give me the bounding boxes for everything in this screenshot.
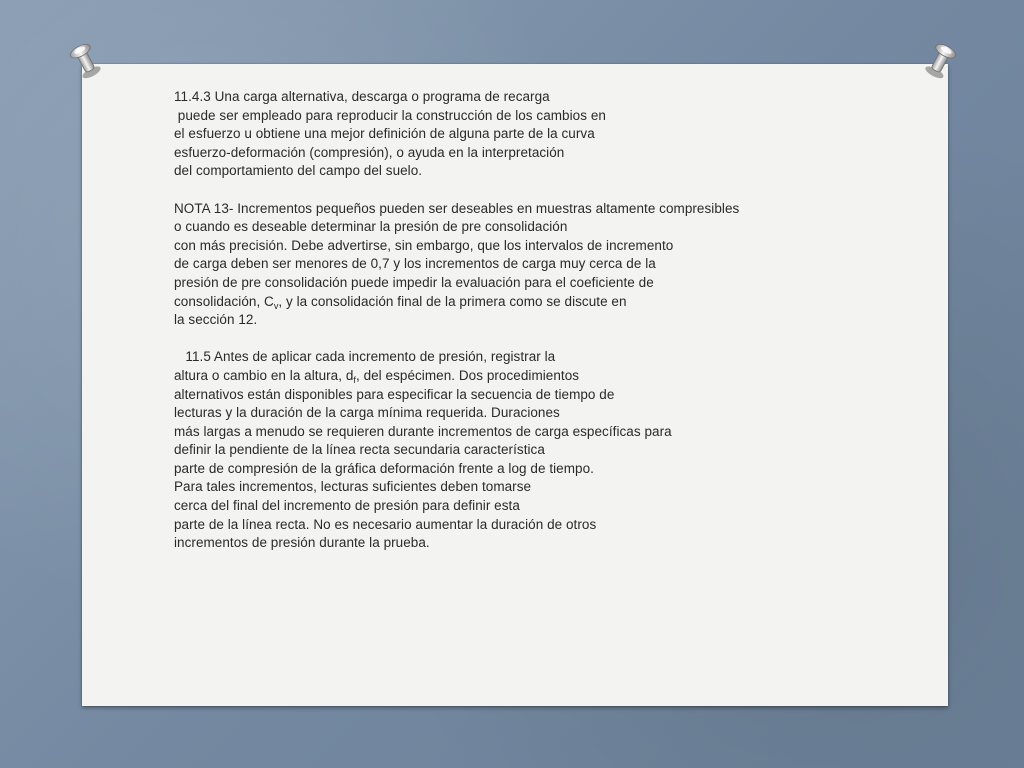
text-line: cerca del final del incremento de presión para definir esta [174,498,520,514]
text-line [174,367,814,386]
text-line: de carga deben ser menores de 0,7 y los incrementos de carga muy cerca de la [174,256,656,272]
text-line: Para tales incrementos, lecturas suficientes deben tomarse [174,479,532,495]
text-line: la sección 12. [174,312,258,328]
text-line: esfuerzo-deformación (compresión), o ayuda en la interpretación [174,144,565,160]
text-line: más largas a menudo se requieren durante incrementos de carga específicas para [174,423,672,439]
text-line: el esfuerzo u obtiene una mejor definición de alguna parte de la curva [174,126,595,142]
text-line: alternativos están disponibles para especificar la secuencia de tiempo de [174,386,615,402]
text-segment: , y la consolidación final de la primera como se discute en [278,293,627,309]
text-line: definir la pendiente de la línea recta secundaria característica [174,442,545,458]
text-line: puede ser empleado para reproducir la construcción de los cambios en [174,107,606,123]
subscript: v [273,300,279,311]
text-line: 11.5 Antes de aplicar cada incremento de presión, registrar la [174,349,556,365]
text-line: NOTA 13- Incrementos pequeños pueden ser deseables en muestras altamente compresibles [174,200,740,216]
text-segment: , del espécimen. Dos procedimientos [355,367,580,383]
subscript: f [353,374,356,385]
text-segment: altura o cambio en la altura, d [174,367,354,383]
text-segment: consolidación, C [174,293,274,309]
text-line: parte de compresión de la gráfica deformación frente a log de tiempo. [174,460,594,476]
text-line: incrementos de presión durante la prueba. [174,535,430,551]
text-line: con más precisión. Debe advertirse, sin embargo, que los intervalos de incremento [174,237,674,253]
text-line: presión de pre consolidación puede impedir la evaluación para el coeficiente de [174,274,654,290]
paragraph-gap [174,181,814,200]
paragraph-gap [174,330,814,349]
text-line: o cuando es deseable determinar la presión de pre consolidación [174,219,568,235]
slide-body-text [174,88,814,553]
text-line: lecturas y la duración de la carga mínima requerida. Duraciones [174,405,560,421]
text-line: 11.4.3 Una carga alternativa, descarga o programa de recarga [174,89,550,104]
text-line: parte de la línea recta. No es necesario aumentar la duración de otros [174,516,597,532]
text-line: del comportamiento del campo del suelo. [174,163,423,179]
text-line [174,293,814,312]
